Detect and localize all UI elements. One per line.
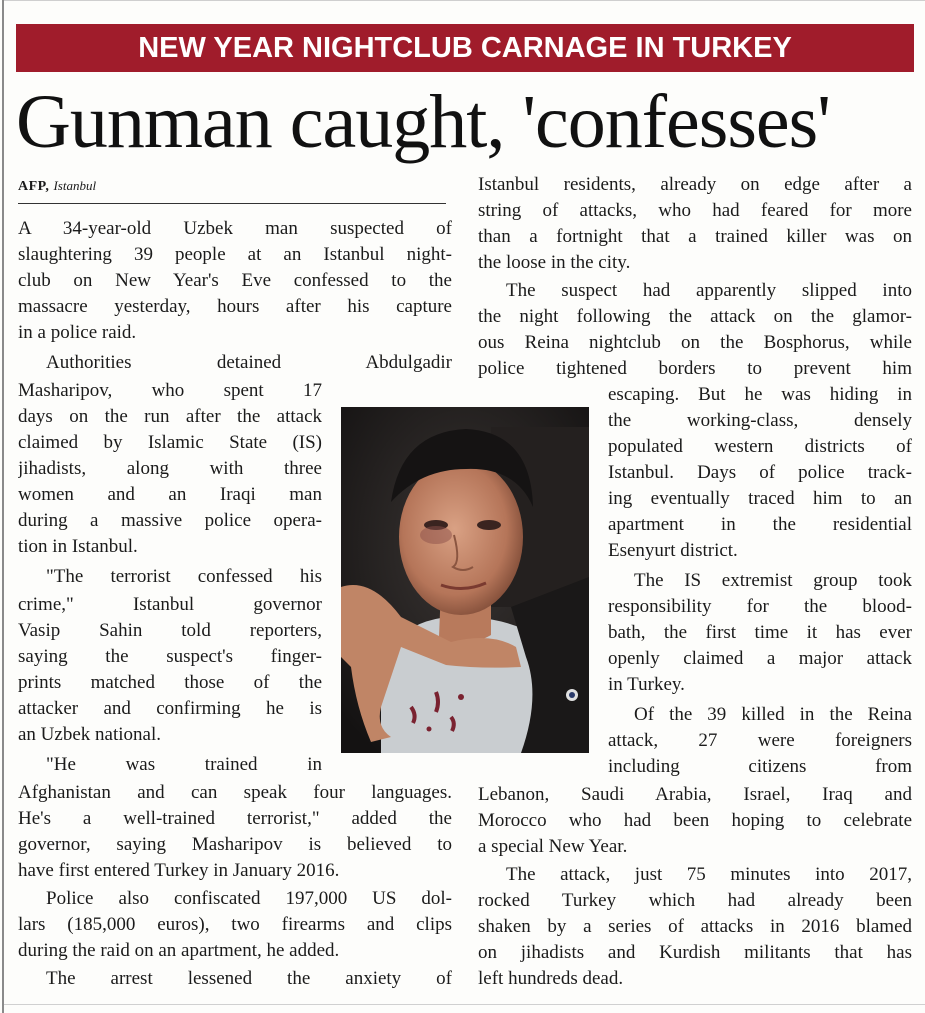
body-line: escaping. But he was hiding in	[608, 384, 912, 405]
body-line: massacre yesterday, hours after his capture	[18, 296, 452, 317]
body-line: Morocco who had been hoping to celebrate	[478, 810, 912, 831]
body-line: Afghanistan and can speak four languages.	[18, 782, 452, 803]
body-line: ous Reina nightclub on the Bosphorus, while	[478, 332, 912, 353]
body-line: "He was trained in	[46, 754, 322, 775]
body-line: jihadists, along with three	[18, 458, 322, 479]
bottom-margin-rule	[4, 1004, 925, 1005]
body-line: The IS extremist group took	[634, 570, 912, 591]
body-line: A 34-year-old Uzbek man suspected of	[18, 218, 452, 239]
body-line: responsibility for the blood-	[608, 596, 912, 617]
body-line: governor, saying Masharipov is believed to	[18, 834, 452, 855]
body-line: openly claimed a major attack	[608, 648, 912, 669]
body-line: attacker and confirming he is	[18, 698, 322, 719]
body-line: the night following the attack on the glamor-	[478, 306, 912, 327]
body-line: on jihadists and Kurdish militants that has	[478, 942, 912, 963]
body-line: the working-class, densely	[608, 410, 912, 431]
top-margin-rule	[4, 0, 925, 1]
body-line: bath, the first time it has ever	[608, 622, 912, 643]
body-line: during the raid on an apartment, he added.	[18, 940, 340, 961]
body-line: Authorities detained Abdulgadir	[46, 352, 452, 373]
byline	[18, 177, 96, 195]
suspect-photo	[341, 407, 589, 753]
body-line: prints matched those of the	[18, 672, 322, 693]
left-margin-rule	[2, 0, 4, 1013]
body-line: "The terrorist confessed his	[46, 566, 322, 587]
body-line: The suspect had apparently slipped into	[506, 280, 912, 301]
body-line: The attack, just 75 minutes into 2017,	[506, 864, 912, 885]
byline-rule	[18, 203, 446, 204]
headline: Gunman caught, 'confesses'	[16, 80, 830, 164]
byline-agency: AFP,	[18, 179, 50, 194]
body-line: a special New Year.	[478, 836, 628, 857]
body-line: women and an Iraqi man	[18, 484, 322, 505]
body-line: attack, 27 were foreigners	[608, 730, 912, 751]
body-line: Istanbul. Days of police track-	[608, 462, 912, 483]
body-line: rocked Turkey which had already been	[478, 890, 912, 911]
body-line: claimed by Islamic State (IS)	[18, 432, 322, 453]
body-line: crime," Istanbul governor	[18, 594, 322, 615]
body-line: the loose in the city.	[478, 252, 631, 273]
banner-text: NEW YEAR NIGHTCLUB CARNAGE IN TURKEY	[138, 31, 792, 64]
body-line: than a fortnight that a trained killer was on	[478, 226, 912, 247]
body-line: in a police raid.	[18, 322, 137, 343]
body-line: during a massive police opera-	[18, 510, 322, 531]
body-line: including citizens from	[608, 756, 912, 777]
body-line: shaken by a series of attacks in 2016 blamed	[478, 916, 912, 937]
body-line: populated western districts of	[608, 436, 912, 457]
body-line: slaughtering 39 people at an Istanbul night-	[18, 244, 452, 265]
body-line: apartment in the residential	[608, 514, 912, 535]
body-line: Of the 39 killed in the Reina	[634, 704, 912, 725]
body-line: police tightened borders to prevent him	[478, 358, 912, 379]
body-line: saying the suspect's finger-	[18, 646, 322, 667]
body-line: Masharipov, who spent 17	[18, 380, 322, 401]
body-line: days on the run after the attack	[18, 406, 322, 427]
body-line: an Uzbek national.	[18, 724, 161, 745]
photo-illustration	[341, 407, 589, 753]
body-line: lars (185,000 euros), two firearms and clips	[18, 914, 452, 935]
body-line: Vasip Sahin told reporters,	[18, 620, 322, 641]
body-line: Lebanon, Saudi Arabia, Israel, Iraq and	[478, 784, 912, 805]
body-line: have first entered Turkey in January 2016.	[18, 860, 340, 881]
body-line: ing eventually traced him to an	[608, 488, 912, 509]
byline-place: Istanbul	[53, 178, 97, 193]
body-line: Esenyurt district.	[608, 540, 738, 561]
body-line: in Turkey.	[608, 674, 685, 695]
body-line: Police also confiscated 197,000 US dol-	[46, 888, 452, 909]
section-banner	[16, 24, 914, 72]
body-line: The arrest lessened the anxiety of	[46, 968, 452, 989]
body-line: tion in Istanbul.	[18, 536, 138, 557]
body-line: He's a well-trained terrorist," added the	[18, 808, 452, 829]
body-line: string of attacks, who had feared for more	[478, 200, 912, 221]
body-line: left hundreds dead.	[478, 968, 624, 989]
body-line: Istanbul residents, already on edge after a	[478, 174, 912, 195]
body-line: club on New Year's Eve confessed to the	[18, 270, 452, 291]
